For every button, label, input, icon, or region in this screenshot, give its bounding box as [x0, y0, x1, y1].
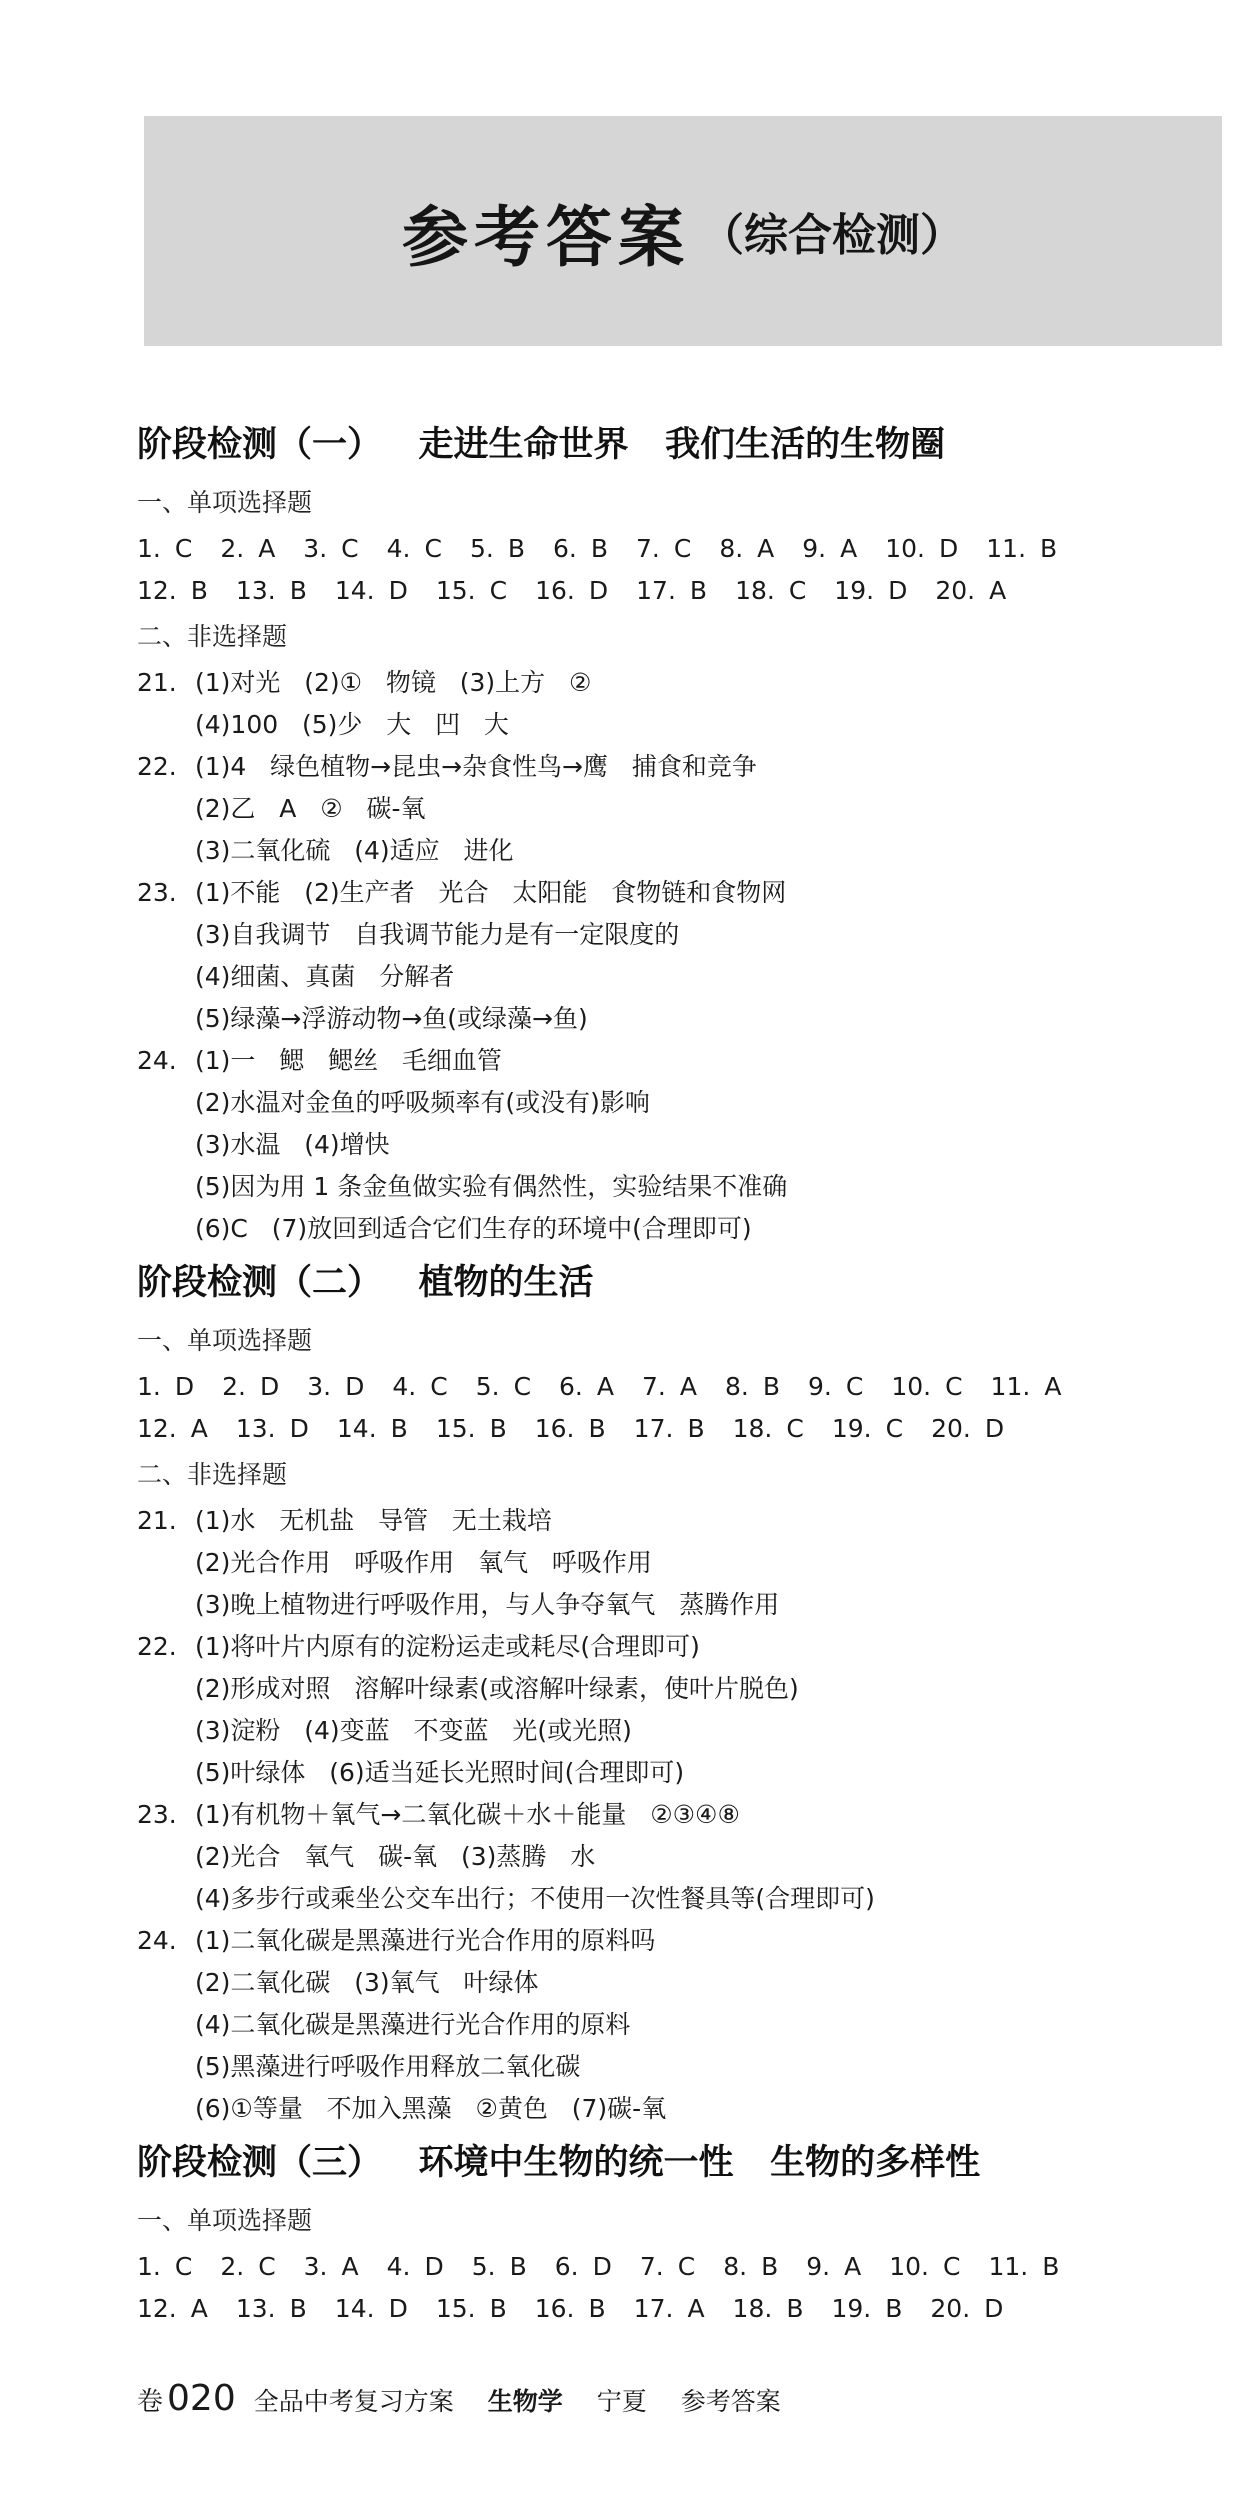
- mc-answer: [634, 1408, 733, 1450]
- mc-answer: [723, 2246, 806, 2288]
- mc-answer: [636, 528, 719, 570]
- mc-answer: [930, 2288, 1031, 2330]
- open-answer-line: [137, 1500, 1217, 1542]
- question-number: 5.: [469, 534, 494, 563]
- answer-text: (3)二氧化硫 (4)适应 进化: [195, 836, 514, 865]
- mc-answer: [335, 570, 436, 612]
- mc-answer: [889, 2246, 988, 2288]
- answer-letter: B: [689, 576, 708, 605]
- answer-letter: A: [258, 534, 276, 563]
- answer-letter: D: [388, 2294, 408, 2323]
- open-answer-line: [137, 1878, 1217, 1920]
- mc-answer: [470, 528, 553, 570]
- question-number: [137, 704, 195, 746]
- answer-letter: B: [786, 2294, 804, 2323]
- mc-answer: [642, 1366, 725, 1408]
- question-number: 4.: [386, 534, 411, 563]
- question-number: 9.: [806, 2252, 831, 2281]
- answer-letter: A: [679, 1372, 697, 1401]
- question-number: 21.: [137, 668, 177, 697]
- answer-letter: D: [345, 1372, 365, 1401]
- question-number: 5.: [471, 2252, 496, 2281]
- question-number: 20.: [930, 2294, 971, 2323]
- open-answer-line: [137, 1166, 1217, 1208]
- answer-text: (1)水 无机盐 导管 无土栽培: [195, 1506, 552, 1535]
- question-number: 8.: [723, 2252, 748, 2281]
- open-heading: 二、非选择题: [137, 622, 288, 651]
- answer-text: (1)一 鳃 鳃丝 毛细血管: [195, 1046, 502, 1075]
- question-number: 12.: [137, 576, 177, 605]
- page-footer: [137, 2378, 815, 2428]
- question-number: 15.: [435, 2294, 476, 2323]
- question-number: 17.: [633, 1414, 674, 1443]
- answer-letter: A: [687, 2294, 705, 2323]
- answer-letter: B: [390, 1414, 408, 1443]
- question-number: 15.: [435, 1414, 476, 1443]
- mc-answer-row: [137, 528, 1217, 570]
- question-number: [137, 1584, 195, 1626]
- answer-letter: D: [592, 2252, 612, 2281]
- mc-answer-row: [137, 1408, 1217, 1450]
- question-number: [137, 2046, 195, 2088]
- mc-answer: [137, 528, 220, 570]
- open-answer-line: [137, 1710, 1217, 1752]
- mc-answer: [931, 1408, 1032, 1450]
- question-number: [137, 788, 195, 830]
- answer-letter: B: [761, 2252, 779, 2281]
- mc-answer: [303, 528, 386, 570]
- footer-region: 宁夏: [596, 2387, 647, 2416]
- question-number: 2.: [220, 534, 245, 563]
- question-number: 14.: [334, 2294, 375, 2323]
- open-answer-line: [137, 1836, 1217, 1878]
- mc-answer: [733, 1408, 832, 1450]
- question-number: 17.: [636, 576, 676, 605]
- question-number: 15.: [435, 576, 476, 605]
- answer-text: (5)黑藻进行呼吸作用释放二氧化碳: [195, 2052, 581, 2081]
- answer-text: (2)二氧化碳 (3)氧气 叶绿体: [195, 1968, 539, 1997]
- mc-answer: [392, 1366, 475, 1408]
- mc-answer: [640, 2246, 723, 2288]
- answer-letter: B: [509, 2252, 527, 2281]
- question-number: [137, 2004, 195, 2046]
- answer-text: (3)淀粉 (4)变蓝 不变蓝 光(或光照): [195, 1716, 632, 1745]
- answer-section: [137, 412, 1217, 1250]
- question-number: [137, 1752, 195, 1794]
- open-answer-line: [137, 1752, 1217, 1794]
- answer-text: (4)100 (5)少 大 凹 大: [195, 710, 509, 739]
- question-number: 10.: [889, 2252, 929, 2281]
- answer-letter: D: [174, 1372, 195, 1401]
- answer-text: (1)4 绿色植物→昆虫→杂食性鸟→鹰 捕食和竞争: [195, 752, 757, 781]
- question-number: 6.: [552, 534, 577, 563]
- answer-letter: C: [845, 1372, 864, 1401]
- answer-letter: B: [289, 576, 307, 605]
- mc-answer: [891, 1366, 990, 1408]
- open-answer-line: [137, 1208, 1217, 1250]
- mc-answer: [304, 2246, 387, 2288]
- question-number: 19.: [834, 576, 875, 605]
- mc-answer: [885, 528, 986, 570]
- question-number: 16.: [534, 2294, 575, 2323]
- question-number: [137, 1668, 195, 1710]
- question-number: 4.: [392, 1372, 417, 1401]
- mc-answer: [986, 528, 1085, 570]
- open-answer-line: [137, 1626, 1217, 1668]
- mc-answer: [436, 2288, 535, 2330]
- answer-letter: B: [588, 2294, 606, 2323]
- open-answer-line: [137, 1920, 1217, 1962]
- mc-heading: 一、单项选择题: [137, 488, 313, 517]
- question-number: 22.: [137, 1632, 177, 1661]
- question-number: [137, 956, 195, 998]
- footer-label: 参考答案: [680, 2387, 781, 2416]
- open-answer-line: [137, 998, 1217, 1040]
- question-number: 16.: [535, 576, 575, 605]
- question-number: 7.: [642, 1372, 666, 1401]
- answer-section: [137, 2130, 1217, 2330]
- answer-letter: B: [588, 1414, 606, 1443]
- answer-letter: B: [1040, 534, 1058, 563]
- question-number: 22.: [137, 752, 177, 781]
- question-number: 14.: [334, 576, 375, 605]
- question-number: [137, 1836, 195, 1878]
- mc-answer: [808, 1366, 891, 1408]
- question-number: 6.: [554, 2252, 579, 2281]
- mc-answer: [236, 1408, 337, 1450]
- question-number: 1.: [137, 534, 161, 563]
- answer-letter: C: [788, 576, 807, 605]
- question-number: 24.: [137, 1046, 177, 1075]
- answer-letter: A: [840, 534, 858, 563]
- answer-letter: A: [596, 1372, 614, 1401]
- open-answer-line: [137, 1124, 1217, 1166]
- answer-letter: A: [190, 2294, 208, 2323]
- question-number: 4.: [386, 2252, 411, 2281]
- mc-answer: [222, 1366, 307, 1408]
- open-answer-line: [137, 914, 1217, 956]
- answer-letter: C: [341, 534, 359, 563]
- question-number: [137, 2088, 195, 2130]
- mc-answer: [553, 528, 636, 570]
- mc-answer: [387, 528, 470, 570]
- answer-letter: D: [588, 576, 609, 605]
- answer-text: (5)叶绿体 (6)适当延长光照时间(合理即可): [195, 1758, 685, 1787]
- mc-answer: [137, 570, 236, 612]
- question-number: 18.: [732, 1414, 773, 1443]
- answer-letter: A: [844, 2252, 862, 2281]
- answer-letter: B: [590, 534, 608, 563]
- answer-text: (3)晚上植物进行呼吸作用，与人争夺氧气 蒸腾作用: [195, 1590, 780, 1619]
- question-number: 17.: [633, 2294, 674, 2323]
- answer-letter: B: [1042, 2252, 1060, 2281]
- mc-answer: [832, 1408, 931, 1450]
- mc-answer: [436, 1408, 535, 1450]
- answer-content: [137, 412, 1217, 2330]
- mc-answer: [220, 2246, 303, 2288]
- answer-letter: C: [174, 534, 193, 563]
- mc-answer: [535, 1408, 634, 1450]
- answer-letter: C: [885, 1414, 904, 1443]
- answer-letter: B: [507, 534, 525, 563]
- answer-text: (2)光合 氧气 碳-氧 (3)蒸腾 水: [195, 1842, 596, 1871]
- mc-heading: 一、单项选择题: [137, 2206, 313, 2235]
- answer-letter: D: [984, 2294, 1004, 2323]
- question-number: 7.: [635, 534, 660, 563]
- question-number: 16.: [534, 1414, 575, 1443]
- answer-text: (6)①等量 不加入黑藻 ②黄色 (7)碳-氧: [195, 2094, 667, 2123]
- mc-answer: [991, 1366, 1090, 1408]
- question-number: 13.: [235, 2294, 276, 2323]
- mc-answer: [831, 2288, 930, 2330]
- question-number: 1.: [137, 1372, 161, 1401]
- answer-letter: C: [174, 2252, 193, 2281]
- mc-answer: [137, 1408, 236, 1450]
- footer-volume-label: 卷: [137, 2387, 164, 2417]
- open-heading: 二、非选择题: [137, 1460, 288, 1489]
- question-number: [137, 1710, 195, 1752]
- question-number: 11.: [990, 1372, 1031, 1401]
- question-number: 20.: [931, 1414, 971, 1443]
- answer-text: (1)将叶片内原有的淀粉运走或耗尽(合理即可): [195, 1632, 700, 1661]
- open-answer-line: [137, 662, 1217, 704]
- question-number: 13.: [235, 576, 276, 605]
- open-answer-line: [137, 788, 1217, 830]
- answer-letter: A: [1044, 1372, 1062, 1401]
- answer-letter: D: [388, 576, 408, 605]
- mc-answer: [476, 1366, 559, 1408]
- mc-answer: [802, 528, 885, 570]
- answer-letter: D: [939, 534, 959, 563]
- answer-letter: C: [489, 576, 508, 605]
- question-number: 23.: [137, 878, 177, 907]
- question-number: 14.: [336, 1414, 377, 1443]
- mc-answer: [220, 528, 303, 570]
- mc-answer: [137, 2288, 236, 2330]
- answer-letter: C: [424, 534, 442, 563]
- answer-letter: C: [786, 1414, 804, 1443]
- question-number: 23.: [137, 1800, 177, 1829]
- answer-text: (4)多步行或乘坐公交车出行；不使用一次性餐具等(合理即可): [195, 1884, 875, 1913]
- answer-letter: A: [757, 534, 775, 563]
- question-number: 7.: [639, 2252, 664, 2281]
- answer-letter: D: [984, 1414, 1005, 1443]
- footer-page-number: 020: [167, 2378, 236, 2419]
- open-answer-line: [137, 1542, 1217, 1584]
- answer-text: (4)细菌、真菌 分解者: [195, 962, 455, 991]
- question-number: 9.: [802, 534, 827, 563]
- answer-text: (5)因为用 1 条金鱼做实验有偶然性，实验结果不准确: [195, 1172, 788, 1201]
- answer-text: (2)乙 A ② 碳-氧: [195, 794, 426, 823]
- question-number: 18.: [732, 2294, 773, 2323]
- answer-letter: C: [673, 534, 692, 563]
- mc-answer: [535, 570, 636, 612]
- mc-answer-row: [137, 2246, 1217, 2288]
- question-number: 20.: [935, 576, 976, 605]
- open-answer-line: [137, 2088, 1217, 2130]
- mc-answer: [387, 2246, 472, 2288]
- answer-text: (6)C (7)放回到适合它们生存的环境中(合理即可): [195, 1214, 752, 1243]
- open-answer-line: [137, 956, 1217, 998]
- question-number: 8.: [719, 534, 744, 563]
- section-title: 阶段检测（一） 走进生命世界 我们生活的生物圈: [137, 425, 946, 465]
- mc-answer-row: [137, 1366, 1217, 1408]
- open-answer-line: [137, 872, 1217, 914]
- answer-letter: C: [677, 2252, 696, 2281]
- answer-text: (2)光合作用 呼吸作用 氧气 呼吸作用: [195, 1548, 652, 1577]
- question-number: [137, 914, 195, 956]
- question-number: 9.: [807, 1372, 832, 1401]
- question-number: [137, 1124, 195, 1166]
- answer-letter: B: [489, 2294, 507, 2323]
- page-subtitle: （综合检测）: [700, 210, 964, 261]
- question-number: 2.: [220, 2252, 245, 2281]
- question-number: 11.: [988, 2252, 1029, 2281]
- open-answer-line: [137, 1962, 1217, 2004]
- mc-answer: [834, 570, 935, 612]
- mc-answer: [634, 2288, 733, 2330]
- answer-text: (2)形成对照 溶解叶绿素(或溶解叶绿素，使叶片脱色): [195, 1674, 799, 1703]
- question-number: [137, 1208, 195, 1250]
- mc-answer: [636, 570, 735, 612]
- mc-answer: [535, 2288, 634, 2330]
- question-number: 19.: [831, 2294, 872, 2323]
- mc-heading: 一、单项选择题: [137, 1326, 313, 1355]
- question-number: 11.: [986, 534, 1027, 563]
- open-answer-line: [137, 1584, 1217, 1626]
- open-answer-line: [137, 1668, 1217, 1710]
- answer-letter: C: [430, 1372, 448, 1401]
- mc-answer: [735, 570, 834, 612]
- mc-answer: [935, 570, 1034, 612]
- open-answer-line: [137, 2046, 1217, 2088]
- question-number: [137, 830, 195, 872]
- answer-letter: B: [489, 1414, 507, 1443]
- question-number: 3.: [303, 2252, 328, 2281]
- answer-letter: D: [888, 576, 908, 605]
- answer-letter: C: [945, 1372, 963, 1401]
- mc-answer-row: [137, 570, 1217, 612]
- answer-letter: D: [259, 1372, 280, 1401]
- mc-answer: [559, 1366, 642, 1408]
- question-number: 18.: [735, 576, 775, 605]
- answer-text: (3)自我调节 自我调节能力是有一定限度的: [195, 920, 680, 949]
- question-number: 12.: [137, 1414, 177, 1443]
- answer-letter: B: [687, 1414, 705, 1443]
- question-number: 5.: [475, 1372, 500, 1401]
- mc-answer: [733, 2288, 832, 2330]
- answer-letter: C: [942, 2252, 961, 2281]
- answer-letter: B: [885, 2294, 903, 2323]
- section-title: 阶段检测（三） 环境中生物的统一性 生物的多样性: [137, 2143, 981, 2183]
- answer-text: (1)二氧化碳是黑藻进行光合作用的原料吗: [195, 1926, 656, 1955]
- question-number: [137, 1082, 195, 1124]
- mc-answer-row: [137, 2288, 1217, 2330]
- mc-answer: [806, 2246, 889, 2288]
- question-number: 19.: [831, 1414, 872, 1443]
- question-number: 2.: [222, 1372, 246, 1401]
- question-number: 10.: [885, 534, 926, 563]
- mc-answer: [472, 2246, 555, 2288]
- question-number: 21.: [137, 1506, 177, 1535]
- open-answer-line: [137, 704, 1217, 746]
- mc-answer: [236, 2288, 335, 2330]
- answer-letter: C: [258, 2252, 276, 2281]
- answer-letter: C: [513, 1372, 532, 1401]
- question-number: 3.: [307, 1372, 332, 1401]
- question-number: 8.: [724, 1372, 749, 1401]
- mc-answer: [137, 2246, 220, 2288]
- open-answer-line: [137, 1040, 1217, 1082]
- title-banner: [144, 116, 1222, 346]
- answer-text: (1)有机物＋氧气→二氧化碳＋水＋能量 ②③④⑧: [195, 1800, 740, 1829]
- open-answer-line: [137, 746, 1217, 788]
- open-answer-line: [137, 1794, 1217, 1836]
- question-number: 12.: [137, 2294, 177, 2323]
- answer-text: (1)不能 (2)生产者 光合 太阳能 食物链和食物网: [195, 878, 787, 907]
- question-number: [137, 1962, 195, 2004]
- answer-letter: A: [989, 576, 1007, 605]
- question-number: 1.: [137, 2252, 161, 2281]
- question-number: [137, 1878, 195, 1920]
- question-number: [137, 1166, 195, 1208]
- answer-letter: A: [190, 1414, 208, 1443]
- question-number: 13.: [235, 1414, 276, 1443]
- answer-text: (3)水温 (4)增快: [195, 1130, 390, 1159]
- mc-answer: [137, 1366, 222, 1408]
- mc-answer: [436, 570, 535, 612]
- open-answer-line: [137, 830, 1217, 872]
- question-number: 10.: [891, 1372, 932, 1401]
- answer-letter: D: [424, 2252, 444, 2281]
- answer-text: (2)水温对金鱼的呼吸频率有(或没有)影响: [195, 1088, 650, 1117]
- section-title: 阶段检测（二） 植物的生活: [137, 1263, 594, 1303]
- answer-letter: D: [289, 1414, 309, 1443]
- mc-answer: [307, 1366, 392, 1408]
- mc-answer: [988, 2246, 1087, 2288]
- footer-series: 全品中考复习方案: [253, 2387, 454, 2416]
- answer-letter: A: [341, 2252, 359, 2281]
- answer-letter: B: [190, 576, 208, 605]
- question-number: 24.: [137, 1926, 177, 1955]
- open-answer-line: [137, 1082, 1217, 1124]
- question-number: [137, 1542, 195, 1584]
- mc-answer: [337, 1408, 436, 1450]
- answer-text: (5)绿藻→浮游动物→鱼(或绿藻→鱼): [195, 1004, 588, 1033]
- footer-subject: 生物学: [487, 2387, 563, 2416]
- question-number: [137, 998, 195, 1040]
- answer-text: (1)对光 (2)① 物镜 (3)上方 ②: [195, 668, 592, 697]
- answer-text: (4)二氧化碳是黑藻进行光合作用的原料: [195, 2010, 631, 2039]
- page-title: 参考答案: [402, 198, 690, 276]
- question-number: 3.: [303, 534, 328, 563]
- mc-answer: [555, 2246, 640, 2288]
- question-number: 6.: [559, 1372, 583, 1401]
- mc-answer: [236, 570, 335, 612]
- answer-letter: B: [762, 1372, 780, 1401]
- mc-answer: [725, 1366, 808, 1408]
- mc-answer: [335, 2288, 436, 2330]
- answer-section: [137, 1250, 1217, 2130]
- mc-answer: [719, 528, 802, 570]
- open-answer-line: [137, 2004, 1217, 2046]
- answer-letter: B: [289, 2294, 307, 2323]
